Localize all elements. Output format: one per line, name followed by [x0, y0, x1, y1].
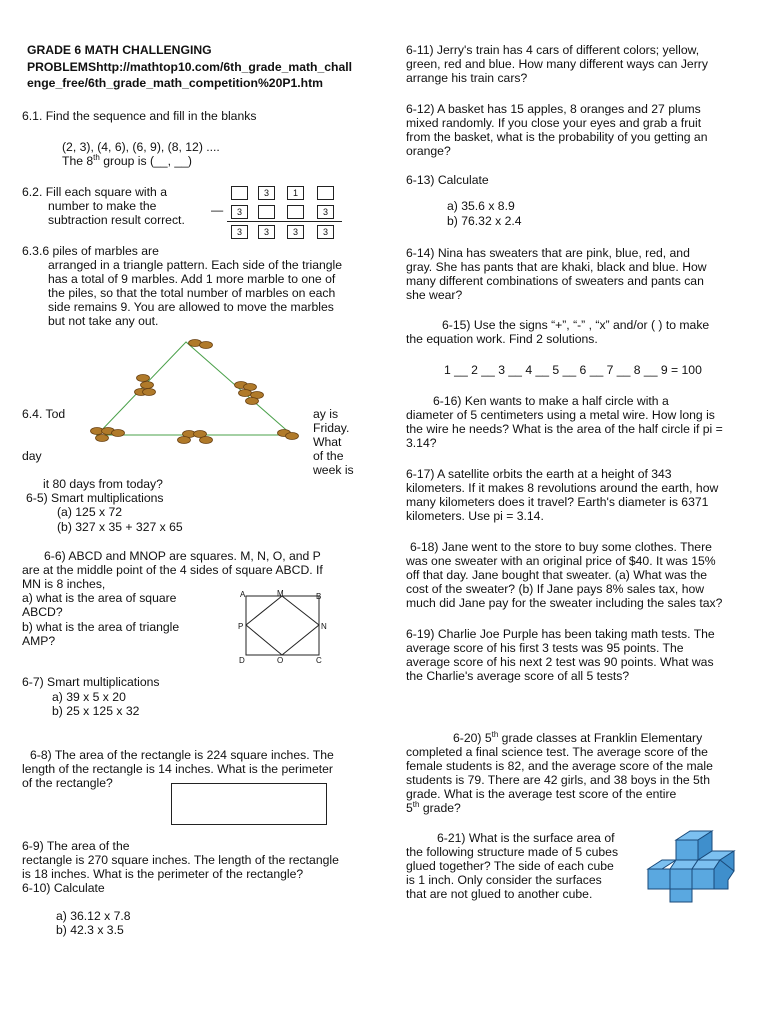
problem-6-4-word: Friday.: [313, 421, 350, 435]
vertex-label-o: O: [277, 656, 284, 665]
problem-6-21-line-4: is 1 inch. Only consider the surfaces: [406, 873, 602, 887]
problem-6-13-b: b) 76.32 x 2.4: [447, 214, 522, 228]
problem-6-20-line-3: female students is 82, and the average score of the male: [406, 759, 713, 773]
source-url-line-2: enge_free/6th_grade_math_competition%20P1.htm: [27, 76, 323, 90]
problem-6-15-equation: 1 __ 2 __ 3 __ 4 __ 5 __ 6 __ 7 __ 8 __ 9 = 100: [444, 363, 702, 377]
problem-6-14-line-4: she wear?: [406, 288, 463, 302]
problem-6-1-sequence: (2, 3), (4, 6), (6, 9), (8, 12) ....: [62, 140, 220, 154]
problem-6-21-line-3: glued together? The side of each cube: [406, 859, 614, 873]
problem-6-12-line-3: from the basket, what is the probability of you getting an: [406, 130, 708, 144]
vertex-label-m: M: [277, 589, 284, 598]
problem-6-12-line-4: orange?: [406, 144, 451, 158]
vertex-label-p: P: [238, 622, 244, 631]
problem-6-20-line-5: grade. What is the average test score of the entire: [406, 787, 677, 801]
problem-6-4-word: day: [22, 449, 42, 463]
problem-6-3-line-6: but not take any out.: [48, 314, 159, 328]
problem-6-8-line-1: 6-8) The area of the rectangle is 224 square inches. The: [30, 748, 334, 762]
problem-6-17-line-1: 6-17) A satellite orbits the earth at a height of 343: [406, 467, 672, 481]
problem-6-6-line-3: MN is 8 inches,: [22, 577, 106, 591]
problem-6-9-line-1: 6-9) The area of the: [22, 839, 130, 853]
problem-6-7-title: 6-7) Smart multiplications: [22, 675, 160, 689]
grid-cell: 3: [258, 186, 275, 200]
grid-cell: 3: [258, 225, 275, 239]
problem-6-11-line-1: 6-11) Jerry's train has 4 cars of different colors; yellow,: [406, 43, 700, 57]
document-title: GRADE 6 MATH CHALLENGING: [27, 43, 212, 57]
vertex-label-d: D: [239, 656, 245, 665]
grid-cell: 3: [287, 225, 304, 239]
cube-front-face: [676, 840, 698, 860]
problem-6-6-line-7: AMP?: [22, 634, 56, 648]
cube-structure-diagram: [640, 826, 752, 904]
problem-6-11-line-3: arrange his train cars?: [406, 71, 528, 85]
grid-cell: 3: [317, 225, 334, 239]
problem-6-8-line-3: of the rectangle?: [22, 776, 113, 790]
problem-6-14-line-2: gray. She has pants that are khaki, black and blue. How: [406, 260, 707, 274]
problem-6-12-line-1: 6-12) A basket has 15 apples, 8 oranges and 27 plums: [406, 102, 701, 116]
marble-triangle-diagram: [80, 330, 310, 446]
marble-pile-bottom-middle: [178, 431, 213, 444]
problem-6-2-line-2: number to make the: [48, 199, 157, 213]
problem-6-6-line-4: a) what is the area of square: [22, 591, 177, 605]
problem-6-6-line-6: b) what is the area of triangle: [22, 620, 180, 634]
problem-6-18-line-1: 6-18) Jane went to the store to buy some clothes. There: [410, 540, 712, 554]
grid-cell: 3: [231, 205, 248, 219]
problem-6-21-line-1: 6-21) What is the surface area of: [437, 831, 615, 845]
grid-cell[interactable]: [231, 186, 248, 200]
cube-front-face: [692, 869, 714, 889]
problem-6-3-line-3: has a total of 9 marbles. Add 1 more marble to one of: [48, 272, 336, 286]
problem-6-12-line-2: mixed randomly. If you close your eyes and grab a fruit: [406, 116, 702, 130]
problem-6-9-line-2: rectangle is 270 square inches. The length of the rectangle: [22, 853, 339, 867]
problem-6-4-word: of the: [313, 449, 344, 463]
marble-pile-right: [235, 382, 264, 405]
marble-pile-bottom-right: [278, 430, 299, 440]
problem-6-3-line-1: 6.3.6 piles of marbles are: [22, 244, 159, 258]
cube-front-face: [670, 869, 692, 889]
problem-6-8-line-2: length of the rectangle is 14 inches. What is the perimeter: [22, 762, 333, 776]
problem-6-20-line-2: completed a final science test. The average score of the: [406, 745, 708, 759]
problem-6-19-line-1: 6-19) Charlie Joe Purple has been taking math tests. The: [406, 627, 715, 641]
problem-6-1-text: 6.1. Find the sequence and fill in the blanks: [22, 109, 257, 123]
problem-6-7-a: a) 39 x 5 x 20: [52, 690, 126, 704]
cube-front-face: [670, 889, 692, 902]
problem-6-3-line-2: arranged in a triangle pattern. Each side of the triangle: [48, 258, 343, 272]
vertex-label-c: C: [316, 656, 322, 665]
problem-6-13-a: a) 35.6 x 8.9: [447, 199, 515, 213]
problem-6-18-line-4: cost of the sweater? (b) If Jane pays 8% sales tax, how: [406, 582, 705, 596]
marble-pile-bottom-left: [91, 428, 125, 442]
problem-6-6-line-2: are at the middle point of the 4 sides of square ABCD. If: [22, 563, 323, 577]
problem-6-3-line-5: side remains 9. You are allowed to move the marbles: [48, 300, 334, 314]
problem-6-6-line-1: 6-6) ABCD and MNOP are squares. M, N, O, and P: [44, 549, 321, 563]
grid-cell: 3: [231, 225, 248, 239]
rectangle-figure: [171, 783, 327, 825]
minus-sign: —: [211, 203, 224, 217]
problem-6-4-word: week is: [313, 463, 354, 477]
problem-6-9-line-3: is 18 inches. What is the perimeter of the rectangle?: [22, 867, 304, 881]
problem-6-10-title: 6-10) Calculate: [22, 881, 105, 895]
problem-6-14-line-3: many different combinations of sweaters and pants can: [406, 274, 704, 288]
problem-6-19-line-2: average score of his first 3 tests was 95 points. The: [406, 641, 684, 655]
subtraction-line: [227, 221, 342, 222]
problem-6-15-line-1: 6-15) Use the signs “+”, “-” , “x” and/or ( ) to make: [442, 318, 710, 332]
problem-6-18-line-5: much did Jane pay for the sweater including the sales tax?: [406, 596, 723, 610]
problem-6-4-word: What: [313, 435, 342, 449]
problem-6-16-line-1: 6-16) Ken wants to make a half circle with a: [433, 394, 669, 408]
problem-6-20-line-1: 6-20) 5th grade classes at Franklin Elementary: [453, 729, 703, 745]
problem-6-2-line-1: 6.2. Fill each square with a: [22, 185, 167, 199]
problem-6-10-a: a) 36.12 x 7.8: [56, 909, 131, 923]
problem-6-19-line-4: the Charlie's average score of all 5 tests?: [406, 669, 630, 683]
problem-6-3-line-4: the piles, so that the total number of marbles on each: [48, 286, 336, 300]
problem-6-11-line-2: green, red and blue. How many different ways can Jerry: [406, 57, 708, 71]
problem-6-4-start: 6.4. Tod: [22, 407, 66, 421]
problem-6-16-line-2: diameter of 5 centimeters using a metal wire. How long is: [406, 408, 715, 422]
problem-6-5-a: (a) 125 x 72: [57, 505, 123, 519]
problem-6-21-line-5: that are not glued to another cube.: [406, 887, 593, 901]
problem-6-13-title: 6-13) Calculate: [406, 173, 489, 187]
grid-cell[interactable]: [317, 186, 334, 200]
grid-cell: 1: [287, 186, 304, 200]
problem-6-14-line-1: 6-14) Nina has sweaters that are pink, blue, red, and: [406, 246, 690, 260]
vertex-label-n: N: [321, 622, 327, 631]
square-mnop: [246, 596, 319, 655]
problem-6-5-b: (b) 327 x 35 + 327 x 65: [57, 520, 183, 534]
problem-6-17-line-4: kilometers. Use pi = 3.14.: [406, 509, 544, 523]
problem-6-5-title: 6-5) Smart multiplications: [26, 491, 164, 505]
problem-6-10-b: b) 42.3 x 3.5: [56, 923, 124, 937]
problem-6-7-b: b) 25 x 125 x 32: [52, 704, 140, 718]
problem-6-17-line-3: many kilometers does it travel? Earth's diameter is 6371: [406, 495, 709, 509]
vertex-label-a: A: [240, 590, 246, 599]
problem-6-4-word: ay is: [313, 407, 339, 421]
grid-cell[interactable]: [287, 205, 304, 219]
problem-6-19-line-3: average score of his next 2 test was 90 points. What was: [406, 655, 714, 669]
problem-6-20-line-4: students is 79. There are 42 girls, and 38 boys in the 5th: [406, 773, 710, 787]
vertex-label-b: B: [316, 592, 322, 601]
problem-6-16-line-4: 3.14?: [406, 436, 437, 450]
triangle-outline: [97, 342, 292, 435]
problem-6-4-tail: it 80 days from today?: [43, 477, 163, 491]
grid-cell[interactable]: [258, 205, 275, 219]
problem-6-20-line-6: 5th grade?: [406, 799, 461, 815]
problem-6-21-line-2: the following structure made of 5 cubes: [406, 845, 619, 859]
problem-6-18-line-3: off that day. Jane bought that sweater. (a) What was the: [406, 568, 708, 582]
problem-6-18-line-2: was one sweater with an original price of $40. It was 15%: [406, 554, 716, 568]
problem-6-1-group: The 8th group is (__, __): [62, 152, 192, 168]
problem-6-2-line-3: subtraction result correct.: [48, 213, 185, 227]
problem-6-15-line-2: the equation work. Find 2 solutions.: [406, 332, 598, 346]
problem-6-16-line-3: the wire he needs? What is the area of the half circle if pi =: [406, 422, 723, 436]
grid-cell: 3: [317, 205, 334, 219]
square-abcd: [246, 596, 319, 655]
problem-6-17-line-2: kilometers. If it makes 8 revolutions around the earth, how: [406, 481, 719, 495]
cube-front-face: [648, 869, 670, 889]
source-url-line-1: PROBLEMShttp://mathtop10.com/6th_grade_math_chall: [27, 60, 353, 74]
problem-6-6-line-5: ABCD?: [22, 605, 63, 619]
